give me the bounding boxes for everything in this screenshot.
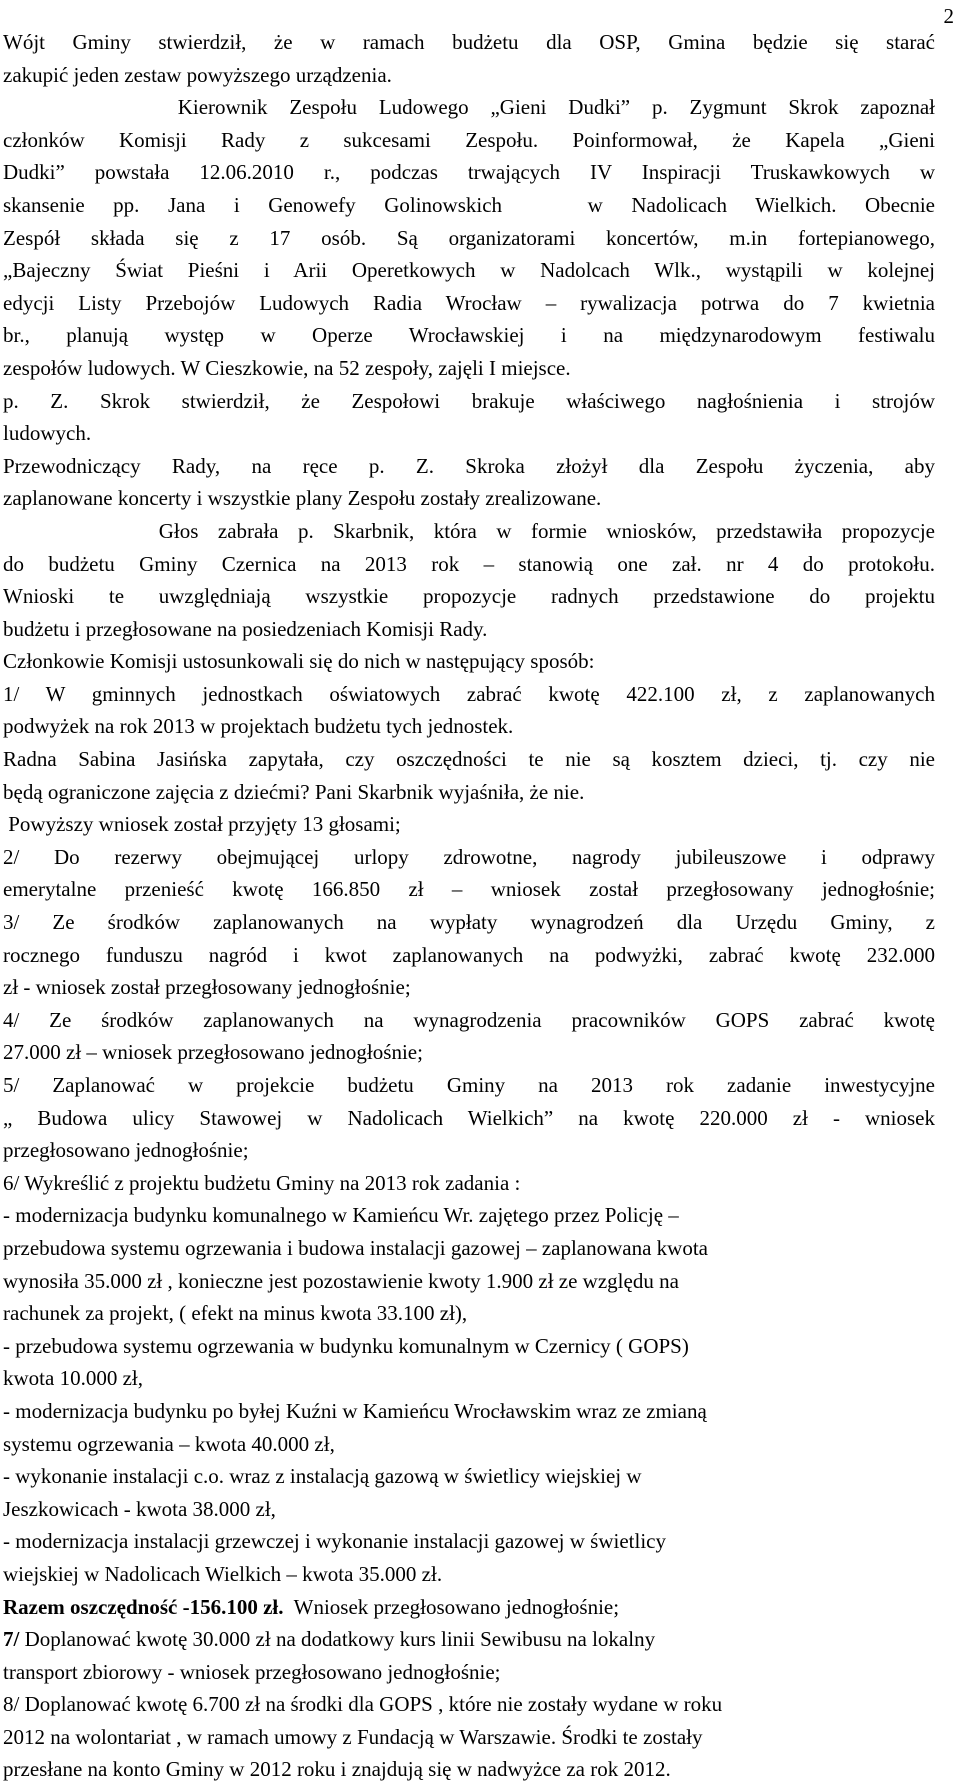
text-line (3, 156, 935, 189)
text-line (3, 580, 935, 613)
text-line (3, 1753, 935, 1786)
line-text: Jeszkowicach - kwota 38.000 zł, (3, 1496, 276, 1521)
line-text: 1/ W gminnych jednostkach oświatowych zabrać kwotę 422.100 zł, z zaplanowanych (3, 681, 935, 706)
text-line (3, 254, 935, 287)
text-line (3, 1721, 935, 1754)
line-text: wynosiła 35.000 zł , konieczne jest pozostawienie kwoty 1.900 zł ze względu na (3, 1268, 679, 1293)
line-text: 6/ Wykreślić z projektu budżetu Gminy na 2013 rok zadania : (3, 1170, 521, 1195)
text-line (3, 1688, 935, 1721)
text-line (3, 1525, 935, 1558)
text-line (3, 971, 935, 1004)
text-line (3, 482, 935, 515)
line-text: 2012 na wolontariat , w ramach umowy z Fundacją w Warszawie. Środki te zostały (3, 1724, 703, 1749)
line-text: br., planują występ w Operze Wrocławskiej i na międzynarodowym festiwalu (3, 323, 935, 348)
line-text: Zespół składa się z 17 osób. Są organizatorami koncertów, m.in fortepianowego, (3, 225, 935, 250)
text-line (3, 1460, 935, 1493)
text-line (3, 1623, 935, 1656)
text-line (3, 1362, 935, 1395)
line-text: Przewodniczący Rady, na ręce p. Z. Skroka złożył dla Zespołu życzenia, aby (3, 453, 935, 478)
line-text: wiejskiej w Nadolicach Wielkich – kwota 35.000 zł. (3, 1561, 443, 1586)
text-line (3, 417, 935, 450)
text-line (3, 1199, 935, 1232)
text-line (3, 1102, 935, 1135)
text-line (3, 1036, 935, 1069)
text-line (3, 678, 935, 711)
text-line (3, 1134, 935, 1167)
line-text: Wniosek przegłosowano jednogłośnie; (283, 1594, 620, 1619)
line-text: 5/ Zaplanować w projekcie budżetu Gminy na 2013 rok zadanie inwestycyjne (3, 1073, 935, 1097)
line-text: - wykonanie instalacji c.o. wraz z instalacją gazową w świetlicy wiejskiej w (3, 1464, 642, 1489)
line-text: Doplanować kwotę 30.000 zł na dodatkowy kurs linii Sewibusu na lokalny (19, 1627, 656, 1652)
line-text: - przebudowa systemu ogrzewania w budynku komunalnym w Czernicy ( GOPS) (3, 1333, 689, 1358)
line-text: - modernizacja budynku komunalnego w Kamieńcu Wr. zajętego przez Policję – (3, 1203, 679, 1228)
line-text: - modernizacja budynku po byłej Kuźni w Kamieńcu Wrocławskim wraz ze zmianą (3, 1398, 707, 1423)
text-line (3, 1591, 935, 1624)
line-text: Głos zabrała p. Skarbnik, która w formie wniosków, przedstawiła propozycje (3, 518, 935, 543)
text-line (3, 873, 935, 906)
line-text: będą ograniczone zajęcia z dziećmi? Pani Skarbnik wyjaśniła, że nie. (3, 779, 585, 804)
text-line (3, 222, 935, 255)
text-line (3, 906, 935, 939)
line-text: emerytalne przenieść kwotę 166.850 zł – wniosek został przegłosowany jednogłośnie; (3, 877, 935, 902)
text-line (3, 613, 935, 646)
text-line (3, 939, 935, 972)
text-line (3, 1428, 935, 1461)
text-line (3, 548, 935, 581)
text-line (3, 124, 935, 157)
line-text: 27.000 zł – wniosek przegłosowano jednogłośnie; (3, 1040, 423, 1065)
line-text: 3/ Ze środków zaplanowanych na wypłaty wynagrodzeń dla Urzędu Gminy, z (3, 910, 935, 935)
line-text: Dudki” powstała 12.06.2010 r., podczas trwających IV Inspiracji Truskawkowych w (3, 160, 935, 185)
line-text: transport zbiorowy - wniosek przegłosowano jednogłośnie; (3, 1659, 501, 1684)
line-text: zakupić jeden zestaw powyższego urządzenia. (3, 62, 392, 87)
line-text: „Bajeczny Świat Pieśni i Arii Operetkowych w Nadolcach Wlk., wystąpili w kolejnej (3, 258, 935, 283)
text-line (3, 743, 935, 776)
line-text: zaplanowane koncerty i wszystkie plany Zespołu zostały zrealizowane. (3, 486, 602, 511)
line-text: 4/ Ze środków zaplanowanych na wynagrodzenia pracowników GOPS zabrać kwotę (3, 1007, 935, 1032)
line-text: Członkowie Komisji ustosunkowali się do nich w następujący sposób: (3, 649, 595, 674)
text-line (3, 1167, 935, 1200)
line-text: Radna Sabina Jasińska zapytała, czy oszczędności te nie są kosztem dzieci, tj. czy nie (3, 747, 935, 772)
line-text: do budżetu Gminy Czernica na 2013 rok – stanowią one zał. nr 4 do protokołu. (3, 551, 935, 576)
line-text: kwota 10.000 zł, (3, 1366, 143, 1391)
text-line (3, 776, 935, 809)
text-line (3, 450, 935, 483)
text-line (3, 645, 935, 678)
line-text: członków Komisji Rady z sukcesami Zespołu. Poinformował, że Kapela „Gieni (3, 127, 935, 152)
line-text: systemu ogrzewania – kwota 40.000 zł, (3, 1431, 335, 1456)
line-text: budżetu i przegłosowane na posiedzeniach Komisji Rady. (3, 616, 488, 641)
line-text: ludowych. (3, 421, 92, 446)
text-line (3, 1558, 935, 1591)
text-line (3, 91, 935, 124)
bold-text: Razem oszczędność -156.100 zł. (3, 1594, 284, 1619)
text-line (3, 319, 935, 352)
text-line (3, 1069, 935, 1102)
line-text: rocznego funduszu nagród i kwot zaplanowanych na podwyżki, zabrać kwotę 232.000 (3, 942, 935, 967)
line-text: Wójt Gminy stwierdził, że w ramach budżetu dla OSP, Gmina będzie się starać (3, 30, 935, 54)
text-line (3, 189, 935, 222)
line-text: 8/ Doplanować kwotę 6.700 zł na środki dla GOPS , które nie zostały wydane w roku (3, 1692, 723, 1717)
text-line (3, 1265, 935, 1298)
text-line (3, 59, 935, 92)
line-text: przesłane na konto Gminy w 2012 roku i znajdują się w nadwyżce za rok 2012. (3, 1757, 671, 1782)
line-text: zespołów ludowych. W Cieszkowie, na 52 zespoły, zajęli I miejsce. (3, 355, 571, 380)
text-line (3, 808, 935, 841)
line-text: Wnioski te uwzględniają wszystkie propozycje radnych przedstawione do projektu (3, 584, 935, 609)
document-body (3, 26, 935, 1786)
text-line (3, 1395, 935, 1428)
text-line (3, 26, 935, 59)
text-line (3, 1004, 935, 1037)
line-text: rachunek za projekt, ( efekt na minus kwota 33.100 zł), (3, 1301, 468, 1326)
line-text: podwyżek na rok 2013 w projektach budżetu tych jednostek. (3, 714, 514, 739)
line-text: przegłosowano jednogłośnie; (3, 1138, 249, 1163)
line-text: zł - wniosek został przegłosowany jednogłośnie; (3, 975, 411, 1000)
bold-text: 7/ (3, 1627, 20, 1652)
text-line (3, 515, 935, 548)
text-line (3, 287, 935, 320)
text-line (3, 710, 935, 743)
line-text: przebudowa systemu ogrzewania i budowa instalacji gazowej – zaplanowana kwota (3, 1235, 708, 1260)
text-line (3, 352, 935, 385)
line-text: skansenie pp. Jana i Genowefy Golinowskich w Nadolicach Wielkich. Obecnie (3, 192, 935, 217)
text-line (3, 385, 935, 418)
line-text: - modernizacja instalacji grzewczej i wykonanie instalacji gazowej w świetlicy (3, 1529, 666, 1554)
line-text: 2/ Do rezerwy obejmującej urlopy zdrowotne, nagrody jubileuszowe i odprawy (3, 844, 935, 869)
text-line (3, 841, 935, 874)
line-text: edycji Listy Przebojów Ludowych Radia Wrocław – rywalizacja potrwa do 7 kwietnia (3, 290, 935, 315)
text-line (3, 1656, 935, 1689)
line-text: Kierownik Zespołu Ludowego „Gieni Dudki” p. Zygmunt Skrok zapoznał (3, 95, 935, 120)
line-text: p. Z. Skrok stwierdził, że Zespołowi brakuje właściwego nagłośnienia i strojów (3, 388, 935, 413)
line-text: Powyższy wniosek został przyjęty 13 głosami; (3, 812, 401, 837)
text-line (3, 1232, 935, 1265)
text-line (3, 1297, 935, 1330)
text-line (3, 1330, 935, 1363)
text-line (3, 1493, 935, 1526)
line-text: „ Budowa ulicy Stawowej w Nadolicach Wielkich” na kwotę 220.000 zł - wniosek (3, 1105, 935, 1130)
page-number: 2 (943, 4, 954, 28)
